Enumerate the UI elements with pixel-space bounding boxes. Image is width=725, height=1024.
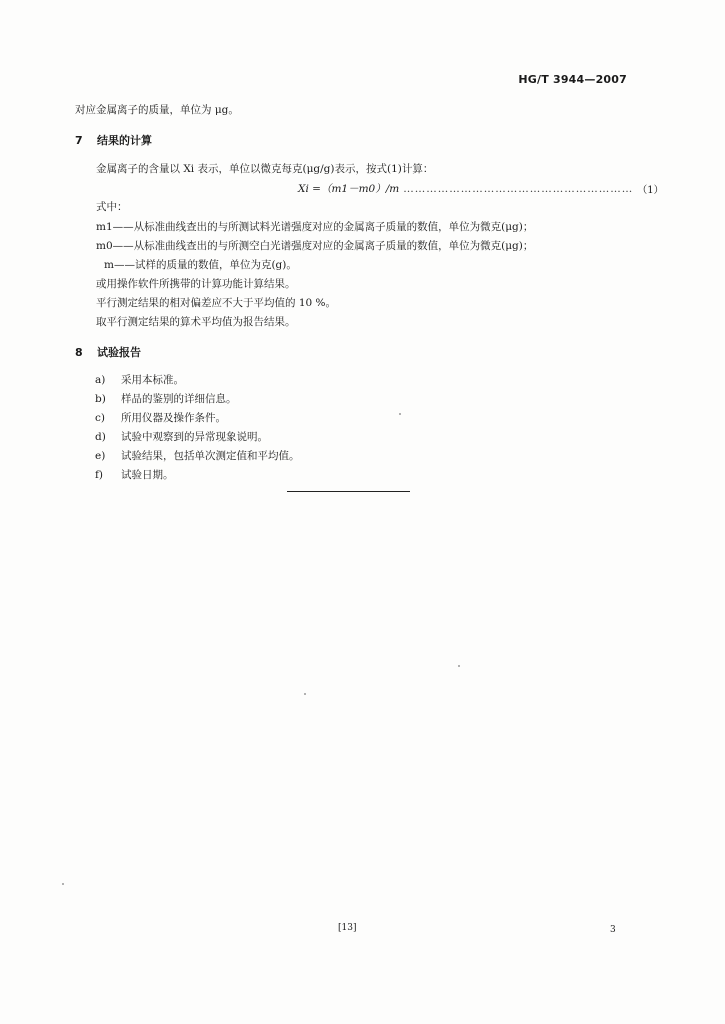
- report-item-marker: c): [95, 412, 105, 424]
- report-item-marker: d): [95, 431, 106, 443]
- section-7-title: 结果的计算: [97, 134, 152, 147]
- report-item-marker: e): [95, 450, 106, 462]
- report-item: [95, 448, 300, 463]
- report-item-marker: a): [95, 374, 106, 386]
- continuation-line: 对应金属离子的质量，单位为 μg。: [75, 104, 239, 116]
- report-item-marker: b): [95, 393, 106, 405]
- section-8-heading: [75, 344, 141, 360]
- scan-speck: [458, 665, 460, 667]
- report-item-text: 所用仪器及操作条件。: [121, 412, 226, 424]
- definition-m0: m0——从标准曲线查出的与所测空白光谱强度对应的金属离子质量的数值，单位为微克(μg)；: [96, 240, 534, 252]
- formula-leader: ……………………………………………………: [403, 182, 634, 195]
- end-of-text-rule: [287, 491, 410, 492]
- section-8-title: 试验报告: [97, 346, 141, 359]
- report-item-text: 采用本标准。: [121, 374, 184, 386]
- section-7-number: 7: [75, 134, 83, 147]
- footer-page-number-bracketed: [13]: [338, 923, 357, 933]
- report-item-text: 试验结果，包括单次测定值和平均值。: [121, 450, 300, 462]
- report-item: [95, 391, 237, 406]
- scan-speck: [399, 413, 401, 415]
- footer-page-number: 3: [610, 925, 616, 935]
- report-item-text: 试验中观察到的异常现象说明。: [121, 431, 268, 443]
- report-item: [95, 467, 174, 482]
- definition-m: m——试样的质量的数值，单位为克(g)。: [104, 259, 297, 271]
- section-8-number: 8: [75, 346, 83, 359]
- report-item: [95, 429, 268, 444]
- section-7-heading: [75, 132, 152, 148]
- report-item-text: 试验日期。: [121, 469, 174, 481]
- note-deviation: 平行测定结果的相对偏差应不大于平均值的 10 %。: [96, 297, 337, 309]
- report-item: [95, 372, 184, 387]
- formula-1: [298, 181, 664, 196]
- scan-speck: [62, 883, 64, 885]
- formula-number: （1）: [637, 185, 664, 196]
- definition-m1: m1——从标准曲线查出的与所测试料光谱强度对应的金属离子质量的数值，单位为微克(μg)；: [96, 221, 534, 233]
- scan-speck: [304, 693, 306, 695]
- note-average: 取平行测定结果的算术平均值为报告结果。: [96, 316, 296, 328]
- report-item: [95, 410, 226, 425]
- standard-code: HG/T 3944—2007: [518, 73, 627, 86]
- report-item-text: 样品的鉴别的详细信息。: [121, 393, 237, 405]
- where-label: 式中：: [96, 201, 128, 213]
- formula-expression: Xi =（m1－m0）/m: [298, 183, 400, 195]
- section-7-intro: 金属离子的含量以 Xi 表示，单位以微克每克(μg/g)表示，按式(1)计算：: [96, 163, 434, 175]
- report-item-marker: f): [95, 469, 103, 481]
- note-software: 或用操作软件所携带的计算功能计算结果。: [96, 278, 296, 290]
